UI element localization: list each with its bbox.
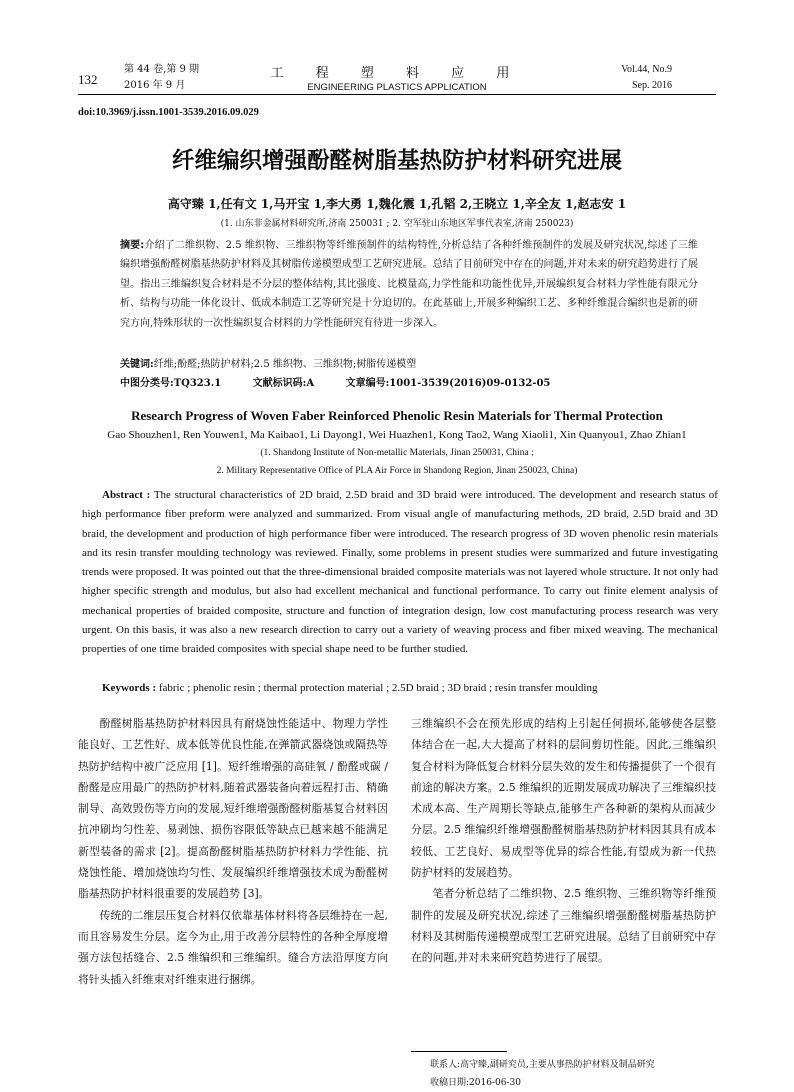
keywords-en-text: fabric ; phenolic resin ; thermal protection material ; 2.5D braid ; 3D braid ; resin transfer moulding xyxy=(158,682,598,694)
abstract-cn-label: 摘要: xyxy=(120,240,145,251)
abstract-cn xyxy=(120,236,698,333)
authors-en: Gao Shouzhen1, Ren Youwen1, Ma Kaibao1, Li Dayong1, Wei Huazhen1, Kong Tao2, Wang Xiaoli1, Xin Quanyou1, Zhao Zhian1 xyxy=(107,429,687,441)
keywords-cn-text: 纤维;酚醛;热防护材料;2.5 维织物、三维织物;树脂传递模塑 xyxy=(153,359,417,370)
body-left-column xyxy=(78,713,388,990)
footnote-rule xyxy=(411,1051,507,1052)
title-en: Research Progress of Woven Faber Reinforced Phenolic Resin Materials for Thermal Protection xyxy=(131,408,663,423)
journal-name-cn: 工 程 塑 料 应 用 xyxy=(270,66,524,81)
abstract-en xyxy=(82,486,718,660)
body-paragraph: 三维编织不会在预先形成的结构上引起任何损坏,能够使各层整体结合在一起,大大提高了材料的层间剪切性能。因此,三维编织复合材料为降低复合材料分层失效的发生和传播提供了一个很有前途的解决方案。2.5 维编织的近期发展成功解决了三维编织技术成本高、生产周期长等缺点,能够生产各种新的架构从而减少分层。2.5 维编织纤维增强酚醛树脂基热防护材料因其具有成本较低、工艺良好、易成型等优异的综合性能,有望成为新一代热防护材料的发展趋势。 xyxy=(411,717,716,880)
journal-name-en: ENGINEERING PLASTICS APPLICATION xyxy=(307,82,487,93)
page-number: 132 xyxy=(78,72,98,87)
article-number: 文章编号:1001-3539(2016)09-0132-05 xyxy=(345,378,551,389)
clc-number: 中图分类号:TQ323.1 xyxy=(120,378,222,389)
header-rule xyxy=(78,94,716,95)
keywords-en-label: Keywords : xyxy=(102,682,157,694)
date-en: Sep. 2016 xyxy=(632,80,672,91)
body-paragraph: 酚醛树脂基热防护材料因具有耐烧蚀性能适中、物理力学性能良好、工艺性好、成本低等优良性能,在弹箭武器烧蚀或隔热等热防护结构中被广泛应用 [1]。短纤维增强的高硅氧 / 酚醛或碳 / 酚醛是应用最广的热防护材料,随着武器装备向着远程打击、精确制导、高效毁伤等方向的发展,短纤维增强酚醛树脂基复合材料因抗冲刷均匀性差、易剥蚀、损伤容限低等缺点已越来越不能满足新型装备的需求 [2]。提高酚醛树脂基热防护材料力学性能、抗烧蚀性能、增加烧蚀均匀性、发展编织纤维增强技术成为酚醛树脂基热防护材料很重要的发展趋势 [3]。 xyxy=(78,717,388,901)
abstract-cn-text: 介绍了二维织物、2.5 维织物、三维织物等纤维预制件的结构特性,分析总结了各种纤维预制件的发展及研究状况,综述了三维编织增强酚醛树脂基热防护材料及其树脂传递模塑成型工艺研究进展。总结了目前研究中存在的问题,并对未来的研究趋势进行了展望。指出三维编织复合材料是不分层的整体结构,其比强度、比模量高,力学性能和功能性优异,开展编织复合材料力学性能有限元分析、结构与功能一体化设计、低成本制造工艺等研究是十分迫切的。在此基础上,开展多种编织工艺、多种纤维混合编织也是新的研究方向,特殊形状的一次性编织复合材料的力学性能研究有待进一步深入。 xyxy=(120,240,698,329)
authors-cn: 高守臻 1,任有文 1,马开宝 1,李大勇 1,魏化震 1,孔韬 2,王晓立 1,辛全友 1,赵志安 1 xyxy=(167,197,627,211)
abstract-en-text: The structural characteristics of 2D braid, 2.5D braid and 3D braid were introduced. The development and research status of high performance fiber preform were analyzed and summarized. From visual angle of manufacturing methods, 2D braid, 2.5D braid and 3D braid, the development and production of high performance fiber were introduced. The research progress of 3D woven phenolic resin materials and its resin transfer moulding technology was reviewed. Finally, some problems in present studies were summarized and future investigating trends were proposed. It was pointed out that the three-dimensional braided composite materials was not layered whole structure. It not only had higher specific strength and modulus, but also had excellent mechanical and functional performance. To carry out finite element analysis of mechanical properties of braided composite, structure and function of integration design, low cost manufacturing process research was very urgent. On this basis, it was also a new research direction to carry out a variety of weaving process and fiber mixed weaving. The mechanical properties of one time braided composites with special shape need to be further studied. xyxy=(82,489,718,656)
body-paragraph: 笔者分析总结了二维织物、2.5 维织物、三维织物等纤维预制件的发展及研究状况,综述了三维编织增强酚醛树脂基热防护材料及其树脂传递模塑成型工艺研究进展。总结了目前研究中存在的问题,并对未来研究趋势进行了展望。 xyxy=(411,887,716,965)
header-right xyxy=(621,62,672,94)
volume-issue-en: Vol.44, No.9 xyxy=(621,64,672,75)
body-right-column xyxy=(411,713,716,969)
keywords-cn xyxy=(120,355,416,370)
keywords-cn-label: 关键词: xyxy=(120,359,154,370)
page-title: 纤维编织增强酚醛树脂基热防护材料研究进展 xyxy=(171,148,622,174)
footnote-received: 收稿日期:2016-06-30 xyxy=(430,1078,521,1088)
affiliation-en-2: 2. Military Representative Office of PLA Air Force in Shandong Region, Jinan 250023, China) xyxy=(216,466,578,476)
body-paragraph: 传统的二维层压复合材料仅依靠基体材料将各层维持在一起,而且容易发生分层。迄今为止,用于改善分层特性的各种全厚度增强方法包括缝合、2.5 维编织和三维编织。缝合方法沿厚度方向将针头插入纤维束对纤维束进行捆绑。 xyxy=(78,908,388,986)
footnote xyxy=(430,1056,655,1092)
affiliation-en-1: (1. Shandong Institute of Non-metallic Materials, Jinan 250031, China ; xyxy=(260,448,534,458)
footnote-contact: 联系人:高守臻,副研究员,主要从事热防护材料及制品研究 xyxy=(430,1060,655,1070)
journal-header xyxy=(0,62,794,93)
doi[interactable]: doi:10.3969/j.issn.1001-3539.2016.09.029 xyxy=(78,107,259,118)
classification-line xyxy=(120,374,578,389)
affiliations-cn: (1. 山东非金属材料研究所,济南 250031 ; 2. 空军驻山东地区军事代表室,济南 250023) xyxy=(220,219,574,229)
doc-code: 文献标识码:A xyxy=(252,378,315,389)
abstract-en-label: Abstract : xyxy=(102,489,151,501)
volume-issue-cn: 第 44 卷,第 9 期 xyxy=(124,64,199,75)
date-cn: 2016 年 9 月 xyxy=(124,80,186,91)
keywords-en xyxy=(102,682,597,694)
